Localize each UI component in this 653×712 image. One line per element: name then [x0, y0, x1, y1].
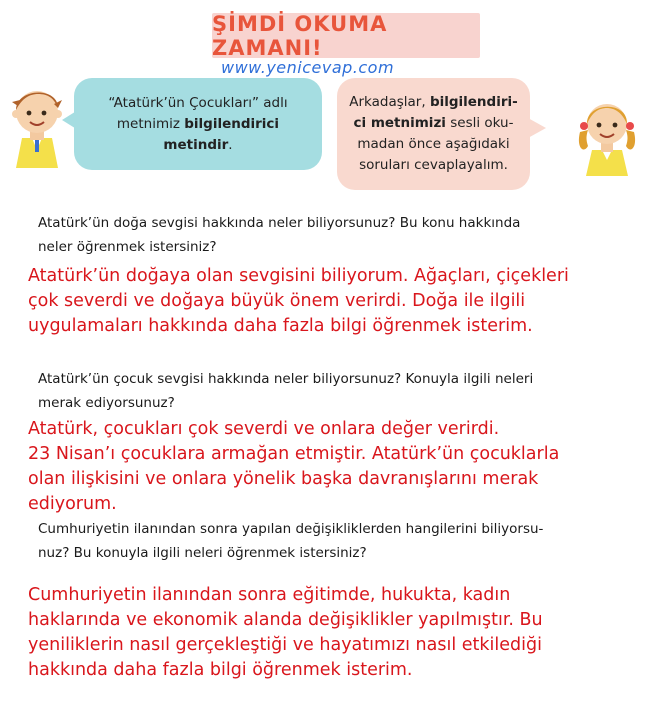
bubble-left-line-3-text: . [228, 136, 233, 153]
section-banner [212, 13, 480, 58]
bubble-right-line-2-text: sesli oku- [445, 115, 514, 131]
question-1-line-1: Atatürk’ün doğa sevgisi hakkında neler biliyorsunuz? Bu konu hakkında [38, 215, 521, 231]
answer-2-line-4: ediyorum. [28, 494, 117, 514]
bubble-right-line-1-bold: bilgilendiri- [429, 94, 518, 110]
answer-2-line-3: olan ilişkisini ve onlara yönelik başka davranışlarını merak [28, 469, 539, 489]
answer-2-line-1: Atatürk, çocukları çok severdi ve onlara değer verirdi. [28, 419, 500, 439]
question-3-line-1: Cumhuriyetin ilanından sonra yapılan değişikliklerden hangilerini biliyorsu- [38, 521, 544, 537]
bubble-right-line-2-bold: ci metnimizi [353, 115, 446, 131]
bubble-left-line-3 [108, 135, 287, 156]
bubble-left-line-2-bold: bilgilendirici [184, 115, 280, 132]
bubble-left-line-2-text: metnimiz [116, 115, 185, 132]
bubble-right-line-1 [349, 92, 517, 113]
answer-2-line-2: 23 Nisan’ı çocuklara armağan etmiştir. Atatürk’ün çocuklarla [28, 444, 560, 464]
answer-3 [28, 583, 650, 683]
speech-bubble-left [74, 78, 322, 170]
bubble-left-line-3-bold: metindir [163, 136, 229, 153]
banner-title: ŞİMDİ OKUMA ZAMANI! [212, 11, 388, 60]
question-2-line-1: Atatürk’ün çocuk sevgisi hakkında neler biliyorsunuz? Konuyla ilgili neleri [38, 371, 534, 387]
bubble-right-line-1-text: Arkadaşlar, [349, 94, 430, 110]
watermark-text: www.yenicevap.com [221, 58, 395, 77]
question-1 [38, 211, 618, 259]
answer-3-line-2: haklarında ve ekonomik alanda değişiklikler yapılmıştır. Bu [28, 610, 543, 630]
bubble-right-line-3: madan önce aşağıdaki [357, 136, 510, 152]
answer-2 [28, 417, 650, 517]
speech-bubble-tail-right [528, 118, 546, 138]
answer-1 [28, 264, 650, 339]
bubble-left-line-2 [108, 114, 287, 135]
answer-3-line-3: yeniliklerin nasıl gerçekleştiği ve hayatımızı nasıl etkilediği [28, 635, 542, 655]
question-2 [38, 367, 618, 415]
answer-3-line-1: Cumhuriyetin ilanından sonra eğitimde, hukukta, kadın [28, 585, 511, 605]
question-3-line-2: nuz? Bu konuyla ilgili neleri öğrenmek istersiniz? [38, 545, 367, 561]
answer-1-line-1: Atatürk’ün doğaya olan sevgisini biliyorum. Ağaçları, çiçekleri [28, 266, 569, 286]
speech-bubble-right [337, 78, 530, 190]
question-1-line-2: neler öğrenmek istersiniz? [38, 239, 217, 255]
answer-1-line-2: çok severdi ve doğaya büyük önem verirdi. Doğa ile ilgili [28, 291, 526, 311]
answer-1-line-3: uygulamaları hakkında daha fazla bilgi öğrenmek isterim. [28, 316, 533, 336]
girl-character-illustration [574, 92, 640, 176]
answer-3-line-4: hakkında daha fazla bilgi öğrenmek isterim. [28, 660, 413, 680]
question-2-line-2: merak ediyorsunuz? [38, 395, 175, 411]
question-3 [38, 517, 618, 565]
bubble-left-line-1: “Atatürk’ün Çocukları” adlı [108, 94, 288, 111]
bubble-right-line-4: soruları cevaplayalım. [359, 157, 508, 173]
boy-character-illustration [8, 80, 66, 168]
bubble-right-line-2 [349, 113, 517, 134]
